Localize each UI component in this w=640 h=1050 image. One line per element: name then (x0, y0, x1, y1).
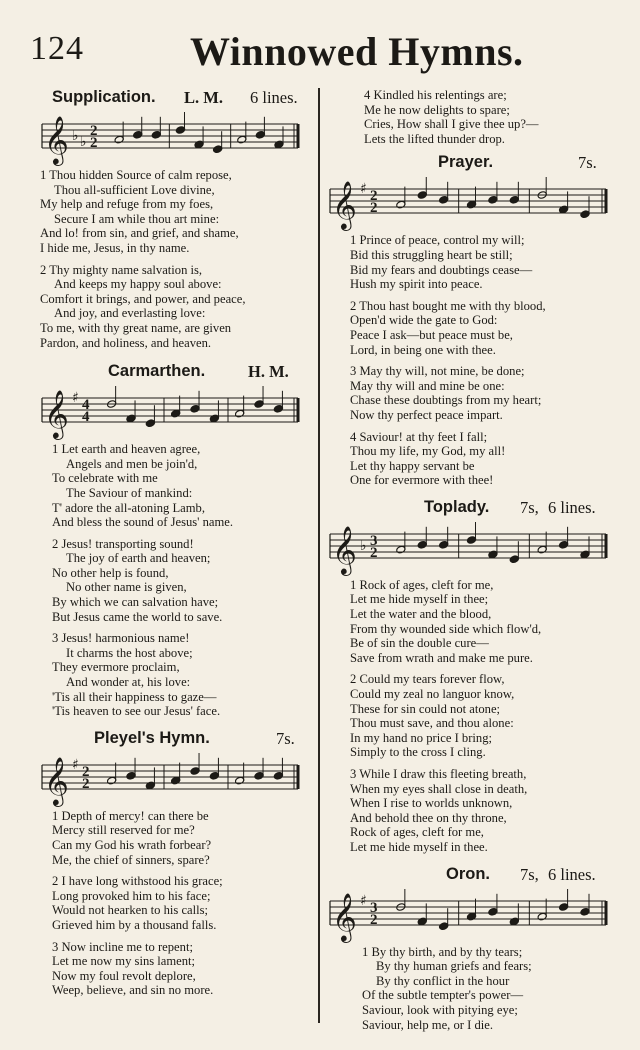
hymn-title: Oron. (446, 864, 490, 883)
verse-line: Thou must save, and thou alone: (350, 716, 514, 731)
verse-line: By thy conflict in the hour (376, 973, 510, 988)
verse-line: Let me hide myself in thee. (350, 839, 488, 854)
hymn-pleyels-hymn (38, 729, 308, 998)
flat-icon: ♭ (80, 134, 87, 150)
music-staff (326, 520, 616, 578)
sharp-icon: ♯ (360, 892, 367, 909)
hymn-title: Pleyel's Hymn. (94, 728, 210, 747)
time-signature-bottom: 2 (82, 775, 90, 792)
verse-line: Comfort it brings, and power, and peace, (40, 291, 246, 306)
page-number: 124 (30, 30, 84, 67)
verse-line: When my eyes shall close in death, (350, 781, 528, 796)
verse-line: Bid my fears and doubtings cease— (350, 262, 533, 277)
verse-line: 'Tis all their happiness to gaze— (52, 689, 217, 704)
verse-line: 1 Let earth and heaven agree, (52, 442, 201, 457)
verse-line: When I rise to worlds unknown, (350, 796, 513, 811)
verse-line: Could my zeal no languor know, (350, 687, 515, 702)
verse-line: Can my God his wrath forbear? (52, 838, 212, 852)
hymn-verses (52, 809, 308, 998)
hymn-verses (52, 442, 308, 719)
music-staff (38, 110, 308, 168)
column-divider (318, 88, 320, 1023)
flat-icon: ♭ (72, 128, 79, 144)
hymn-meter: H. M. (248, 362, 289, 382)
verse-line: 1 Prince of peace, control my will; (350, 233, 525, 248)
time-signature-bottom: 2 (370, 911, 378, 928)
verse-line: Lets the lifted thunder drop. (364, 131, 505, 146)
verse (52, 537, 308, 625)
verse-line: May thy will and mine be one: (350, 378, 505, 393)
verse-line: Be of sin the double cure— (350, 636, 489, 651)
verse-line: Saviour, help me, or I die. (362, 1017, 493, 1032)
hymn-verses (40, 168, 308, 350)
verse-line: The joy of earth and heaven; (66, 551, 211, 566)
hymn-meter-lines: 6 lines. (548, 497, 596, 517)
hymn-title: Carmarthen. (108, 362, 206, 381)
treble-clef-icon: 𝄞 (44, 389, 69, 439)
verse-line: Thou my life, my God, my all! (350, 444, 506, 459)
hymn-meter-lines: 6 lines. (250, 88, 298, 107)
verse (350, 299, 616, 357)
verse-line: Now my foul revolt deplore, (52, 968, 196, 983)
verse-line: And keeps my happy soul above: (54, 277, 222, 292)
time-signature-top: 3 (370, 532, 378, 549)
verse-line: 1 Thou hidden Source of calm repose, (40, 168, 232, 182)
verse-line: 1 By thy birth, and by thy tears; (362, 944, 523, 959)
verse-line: Rock of ages, cleft for me, (350, 825, 484, 840)
hymn-prayer (326, 153, 616, 488)
verse-line: To celebrate with me (52, 471, 158, 486)
hymn-supplication (38, 88, 308, 350)
hymn-oron (326, 865, 616, 1033)
verse-line: Mercy still reserved for me? (52, 823, 195, 838)
verse-line: 2 Thy mighty name salvation is, (40, 262, 203, 277)
verse-line: 4 Saviour! at thy feet I fall; (350, 429, 488, 444)
music-staff (38, 751, 308, 809)
hymn-verses (350, 233, 616, 488)
hymn-verses (362, 945, 616, 1033)
verse-line: Grieved him by a thousand falls. (52, 917, 217, 932)
verse (350, 672, 616, 760)
verse-line: My help and refuge from my foes, (40, 197, 214, 212)
verse-line: Cries, How shall I give thee up?— (364, 117, 539, 132)
hymn-meter: 7s. (276, 728, 295, 748)
continued-verse (364, 88, 616, 146)
verse-line: 1 Depth of mercy! can there be (52, 808, 209, 823)
verse (350, 364, 616, 422)
verse-line: No other name is given, (66, 580, 187, 595)
verse (40, 263, 308, 351)
verse-line: Me, the chief of sinners, spare? (52, 852, 210, 867)
time-signature-bottom: 2 (370, 200, 378, 217)
left-column (38, 88, 308, 1008)
verse-line: 3 While I draw this fleeting breath, (350, 767, 527, 781)
verse-line: And wonder at, his love: (66, 675, 191, 690)
sharp-icon: ♯ (360, 181, 367, 198)
verse-line: 3 Now incline me to repent; (52, 939, 193, 954)
verse-line: Bid this struggling heart be still; (350, 247, 513, 262)
verse-line: 2 I have long withstood his grace; (52, 874, 223, 889)
verse-line: They evermore proclaim, (52, 660, 180, 675)
verse-line: Thou all-sufficient Love divine, (54, 182, 215, 197)
hymn-title: Toplady. (424, 497, 490, 516)
treble-clef-icon: 𝄞 (332, 891, 357, 941)
verse-line: 2 Thou hast bought me with thy blood, (350, 298, 546, 313)
hymn-title: Prayer. (438, 153, 494, 172)
verse-line: By which we can salvation have; (52, 595, 219, 610)
time-signature-top: 2 (82, 763, 90, 780)
verse-line: And bless the sound of Jesus' name. (52, 515, 234, 530)
verse-line: From thy wounded side which flow'd, (350, 621, 542, 636)
verse-line: Open'd wide the gate to God: (350, 313, 498, 328)
verse (52, 809, 308, 867)
flat-icon: ♭ (360, 537, 367, 554)
verse-line: These for sin could not atone; (350, 701, 501, 716)
time-signature-bottom: 4 (82, 409, 90, 426)
verse-line: Would not hearken to his calls; (52, 903, 209, 918)
verse (52, 631, 308, 719)
verse-line: Chase these doubtings from my heart; (350, 393, 542, 408)
verse (40, 168, 308, 256)
verse-line: Simply to the cross I cling. (350, 745, 486, 760)
verse-line: And lo! from sin, and grief, and shame, (40, 226, 239, 241)
verse-line: Now thy perfect peace impart. (350, 407, 503, 422)
verse (350, 578, 616, 666)
time-signature-top: 4 (82, 397, 90, 414)
verse (350, 233, 616, 291)
verse-line: Saviour, look with pitying eye; (362, 1002, 518, 1017)
verse (52, 442, 308, 530)
hymn-meter: 7s. (578, 153, 597, 173)
verse-line: 'Tis heaven to see our Jesus' face. (52, 704, 221, 719)
verse-line: Of the subtle tempter's power— (362, 988, 524, 1003)
verse-line: Let thy happy servant be (350, 458, 475, 473)
music-staff (326, 175, 616, 233)
verse-line: Weep, believe, and sin no more. (52, 983, 214, 998)
verse-line: 2 Could my tears forever flow, (350, 672, 505, 687)
time-signature-bottom: 2 (370, 544, 378, 561)
verse-line: I hide me, Jesus, in thy name. (40, 240, 190, 255)
hymn-meter: 7s, (520, 497, 539, 517)
verse-line: One for evermore with thee! (350, 473, 494, 488)
verse-line: Hush my spirit into peace. (350, 277, 483, 292)
treble-clef-icon: 𝄞 (332, 524, 357, 574)
hymn-meter: L. M. (184, 88, 223, 107)
hymn-verses (350, 578, 616, 855)
verse-line: 3 Jesus! harmonious name! (52, 631, 190, 646)
time-signature-top: 2 (370, 188, 378, 205)
verse (52, 874, 308, 932)
hymn-toplady (326, 498, 616, 855)
verse-line: To me, with thy great name, are given (40, 320, 232, 335)
verse (52, 940, 308, 998)
verse-line: Angels and men be join'd, (66, 456, 198, 471)
verse-line: 3 May thy will, not mine, be done; (350, 364, 525, 379)
verse-line: 2 Jesus! transporting sound! (52, 536, 194, 551)
sharp-icon: ♯ (72, 756, 79, 773)
verse-line: Save from wrath and make me pure. (350, 650, 533, 665)
hymn-title: Supplication. (52, 88, 156, 106)
treble-clef-icon: 𝄞 (44, 115, 69, 164)
verse-line: Secure I am while thou art mine: (54, 211, 220, 226)
verse-line: Long provoked him to his face; (52, 888, 211, 903)
hymn-carmarthen (38, 362, 308, 719)
music-staff (326, 887, 616, 945)
verse-line: Let me now my sins lament; (52, 954, 196, 969)
verse-line: T' adore the all-atoning Lamb, (52, 500, 205, 515)
verse (362, 945, 616, 1033)
time-signature-bottom: 2 (90, 135, 98, 151)
treble-clef-icon: 𝄞 (44, 755, 69, 805)
treble-clef-icon: 𝄞 (332, 180, 357, 230)
verse (350, 767, 616, 855)
time-signature-top: 3 (370, 899, 378, 916)
verse-line: Pardon, and holiness, and heaven. (40, 335, 212, 350)
verse-line: In my hand no price I bring; (350, 730, 492, 745)
verse-line: No other help is found, (52, 565, 169, 580)
music-staff (38, 384, 308, 442)
time-signature-top: 2 (90, 123, 98, 139)
verse-line: But Jesus came the world to save. (52, 609, 223, 624)
hymn-meter-lines: 6 lines. (548, 864, 596, 884)
verse-line: By thy human griefs and fears; (376, 959, 532, 974)
verse-line: Let me hide myself in thee; (350, 592, 489, 607)
verse-line: Me he now delights to spare; (364, 102, 510, 117)
verse-line: It charms the host above; (66, 645, 193, 660)
verse-line: Lord, in being one with thee. (350, 342, 496, 357)
verse-line: 1 Rock of ages, cleft for me, (350, 577, 494, 592)
verse-line: Let the water and the blood, (350, 607, 492, 622)
verse-line: And behold thee on thy throne, (350, 810, 507, 825)
right-column (326, 88, 616, 1042)
verse-line: 4 Kindled his relentings are; (364, 88, 507, 102)
verse-line: The Saviour of mankind: (66, 485, 193, 500)
hymn-meter: 7s, (520, 864, 539, 884)
sharp-icon: ♯ (72, 390, 79, 407)
page-title: Winnowed Hymns. (190, 29, 524, 74)
verse-line: Peace I ask—but peace must be, (350, 327, 513, 342)
verse-line: And joy, and everlasting love: (54, 306, 206, 321)
verse (350, 430, 616, 488)
